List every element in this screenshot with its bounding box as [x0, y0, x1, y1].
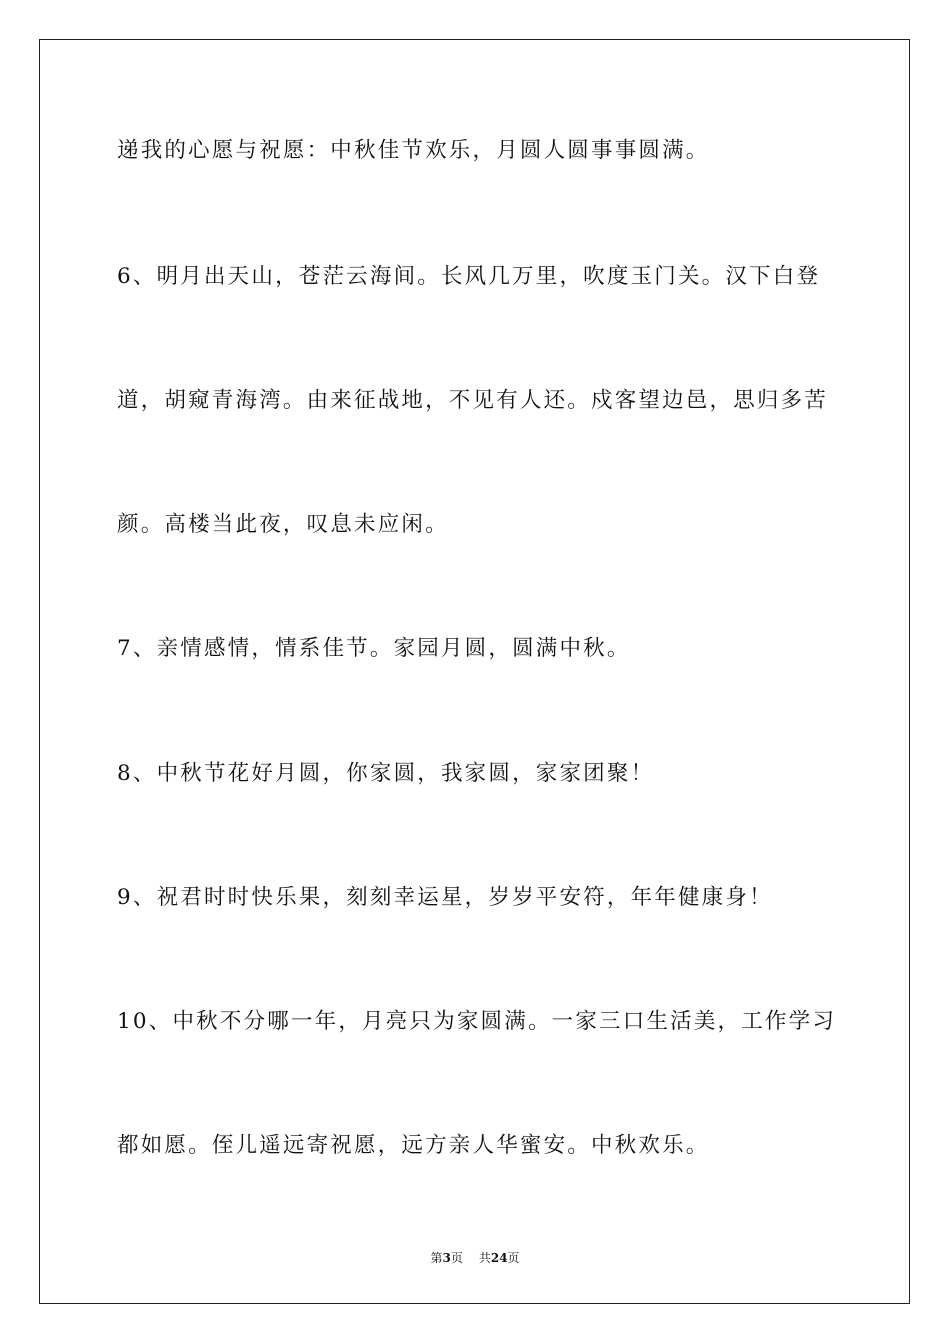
text-line-3: 道，胡窥青海湾。由来征战地，不见有人还。戍客望边邑，思归多苦	[117, 388, 829, 413]
text-line-6: 8、中秋节花好月圆，你家圆，我家圆，家家团聚！	[117, 761, 655, 786]
total-suffix: 页	[507, 1251, 520, 1265]
text-line-8: 10、中秋不分哪一年，月亮只为家圆满。一家三口生活美，工作学习	[117, 1009, 837, 1034]
text-line-7: 9、祝君时时快乐果，刻刻幸运星，岁岁平安符，年年健康身！	[117, 885, 773, 910]
text-line-5: 7、亲情感情，情系佳节。家园月圆，圆满中秋。	[117, 636, 631, 661]
page-suffix: 页	[450, 1251, 463, 1265]
text-line-9: 都如愿。侄儿遥远寄祝愿，远方亲人华蜜安。中秋欢乐。	[117, 1133, 710, 1158]
text-line-2: 6、明月出天山，苍茫云海间。长风几万里，吹度玉门关。汉下白登	[117, 264, 821, 289]
total-pages: 24	[490, 1251, 508, 1265]
text-line-1: 递我的心愿与祝愿：中秋佳节欢乐，月圆人圆事事圆满。	[117, 138, 710, 163]
page-prefix: 第	[430, 1251, 443, 1265]
text-line-4: 颜。高楼当此夜，叹息未应闲。	[117, 512, 449, 537]
page-footer	[0, 1249, 950, 1266]
page-number: 3	[442, 1251, 451, 1265]
total-prefix: 共	[478, 1251, 491, 1265]
page-border	[39, 39, 910, 1304]
